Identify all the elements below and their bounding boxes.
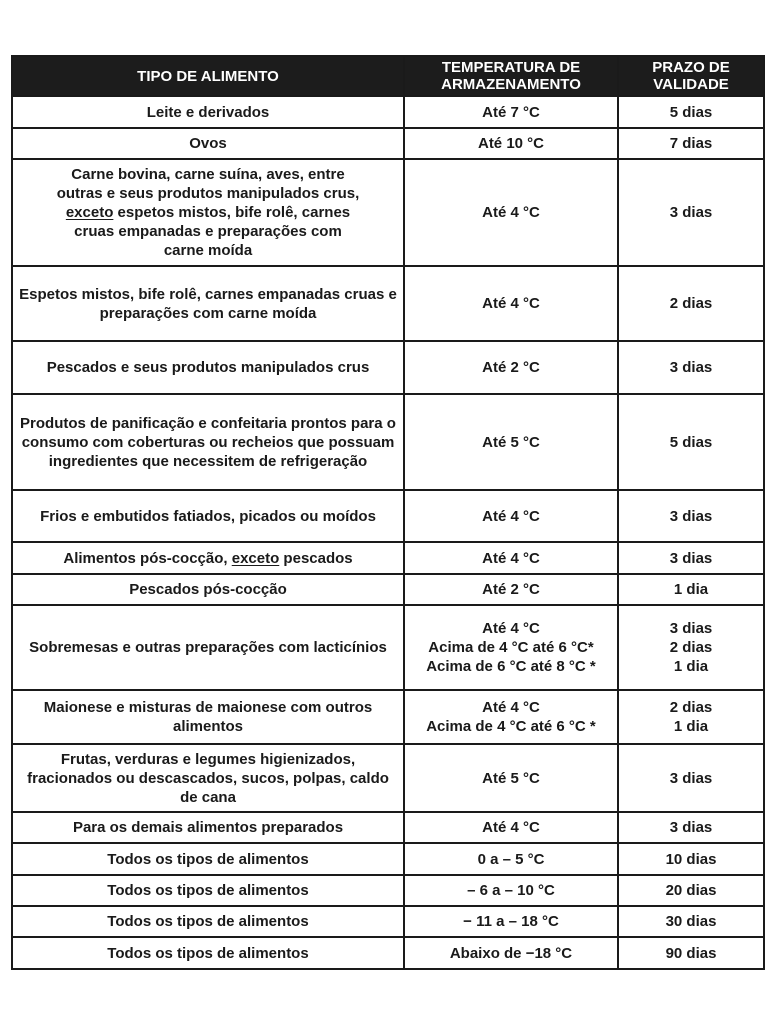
food-line: cruas empanadas e preparações com [74, 223, 342, 240]
temperature-cell: Até 7 °C [404, 96, 618, 128]
validity-cell: 3 dias [618, 341, 764, 394]
table-row [12, 875, 764, 906]
table-row [12, 937, 764, 969]
food-text: pescados [279, 549, 353, 567]
temperature-cell: Até 10 °C [404, 128, 618, 159]
food-cell: Todos os tipos de alimentos [12, 937, 404, 969]
temperature-line: Até 4 °C [482, 699, 540, 716]
food-cell [12, 542, 404, 574]
temperature-cell [404, 690, 618, 744]
temperature-cell: Até 4 °C [404, 266, 618, 341]
temperature-cell: Até 4 °C [404, 542, 618, 574]
validity-cell: 5 dias [618, 96, 764, 128]
temperature-line: Até 4 °C [482, 620, 540, 637]
validity-cell: 3 dias [618, 812, 764, 843]
food-cell: Para os demais alimentos preparados [12, 812, 404, 843]
table-row [12, 266, 764, 341]
validity-line: 2 dias [669, 699, 713, 716]
temperature-cell: − 11 a – 18 °C [404, 906, 618, 937]
underlined-exception: exceto [231, 549, 280, 567]
validity-cell: 20 dias [618, 875, 764, 906]
food-cell: Pescados pós-cocção [12, 574, 404, 605]
food-cell: Sobremesas e outras preparações com lacticínios [12, 605, 404, 690]
temperature-cell: – 6 a – 10 °C [404, 875, 618, 906]
underlined-exception: exceto [65, 204, 114, 221]
validity-cell: 7 dias [618, 128, 764, 159]
table-row [12, 812, 764, 843]
food-cell: Leite e derivados [12, 96, 404, 128]
temperature-line: Acima de 4 °C até 6 °C* [428, 639, 594, 656]
food-cell: Pescados e seus produtos manipulados crus [12, 341, 404, 394]
temperature-line: Acima de 4 °C até 6 °C * [426, 718, 596, 735]
table-row [12, 542, 764, 574]
header-row [12, 56, 764, 96]
table-row [12, 574, 764, 605]
table-row [12, 605, 764, 690]
temperature-line: Acima de 6 °C até 8 °C * [426, 658, 596, 675]
food-line-rest: espetos mistos, bife rolê, carnes [113, 204, 351, 221]
table-row [12, 690, 764, 744]
food-cell: Todos os tipos de alimentos [12, 843, 404, 875]
table-row [12, 744, 764, 812]
table-row [12, 341, 764, 394]
table-row [12, 906, 764, 937]
temperature-cell: Até 2 °C [404, 341, 618, 394]
food-cell: Todos os tipos de alimentos [12, 906, 404, 937]
validity-cell: 3 dias [618, 490, 764, 542]
validity-cell: 90 dias [618, 937, 764, 969]
food-cell: Espetos mistos, bife rolê, carnes empanadas cruas e preparações com carne moída [12, 266, 404, 341]
validity-cell [618, 690, 764, 744]
validity-line: 1 dia [673, 718, 709, 735]
validity-cell: 3 dias [618, 542, 764, 574]
temperature-cell: Até 4 °C [404, 812, 618, 843]
validity-cell: 5 dias [618, 394, 764, 490]
food-cell: Frios e embutidos fatiados, picados ou moídos [12, 490, 404, 542]
table-row [12, 96, 764, 128]
food-line: carne moída [163, 242, 253, 259]
food-cell [12, 159, 404, 266]
temperature-cell: Abaixo de −18 °C [404, 937, 618, 969]
validity-cell [618, 605, 764, 690]
header-temperature: TEMPERATURA DE ARMAZENAMENTO [404, 56, 618, 96]
validity-cell: 10 dias [618, 843, 764, 875]
food-line [17, 203, 399, 222]
temperature-cell: Até 2 °C [404, 574, 618, 605]
food-cell: Produtos de panificação e confeitaria prontos para o consumo com coberturas ou recheios que possuam ingredientes que necessitem de refrigeração [12, 394, 404, 490]
table-row [12, 159, 764, 266]
temperature-cell: Até 5 °C [404, 394, 618, 490]
validity-cell: 3 dias [618, 744, 764, 812]
validity-line: 1 dia [673, 658, 709, 675]
food-cell: Todos os tipos de alimentos [12, 875, 404, 906]
table-row [12, 843, 764, 875]
food-cell: Frutas, verduras e legumes higienizados, fracionados ou descascados, sucos, polpas, caldo de cana [12, 744, 404, 812]
food-cell: Maionese e misturas de maionese com outros alimentos [12, 690, 404, 744]
food-cell: Ovos [12, 128, 404, 159]
validity-line: 3 dias [669, 620, 713, 637]
temperature-cell: Até 4 °C [404, 159, 618, 266]
validity-cell: 1 dia [618, 574, 764, 605]
storage-table [11, 55, 765, 970]
temperature-cell [404, 605, 618, 690]
table-row [12, 128, 764, 159]
temperature-cell: Até 4 °C [404, 490, 618, 542]
validity-cell: 2 dias [618, 266, 764, 341]
temperature-cell: Até 5 °C [404, 744, 618, 812]
food-text: Alimentos pós-cocção, [63, 549, 232, 567]
table-row [12, 394, 764, 490]
temperature-cell: 0 a – 5 °C [404, 843, 618, 875]
food-line: outras e seus produtos manipulados crus, [56, 185, 360, 202]
food-line: Carne bovina, carne suína, aves, entre [71, 166, 345, 183]
table-row [12, 490, 764, 542]
validity-cell: 3 dias [618, 159, 764, 266]
validity-cell: 30 dias [618, 906, 764, 937]
validity-line: 2 dias [669, 639, 713, 656]
header-food-type: TIPO DE ALIMENTO [12, 56, 404, 96]
header-validity: PRAZO DE VALIDADE [618, 56, 764, 96]
